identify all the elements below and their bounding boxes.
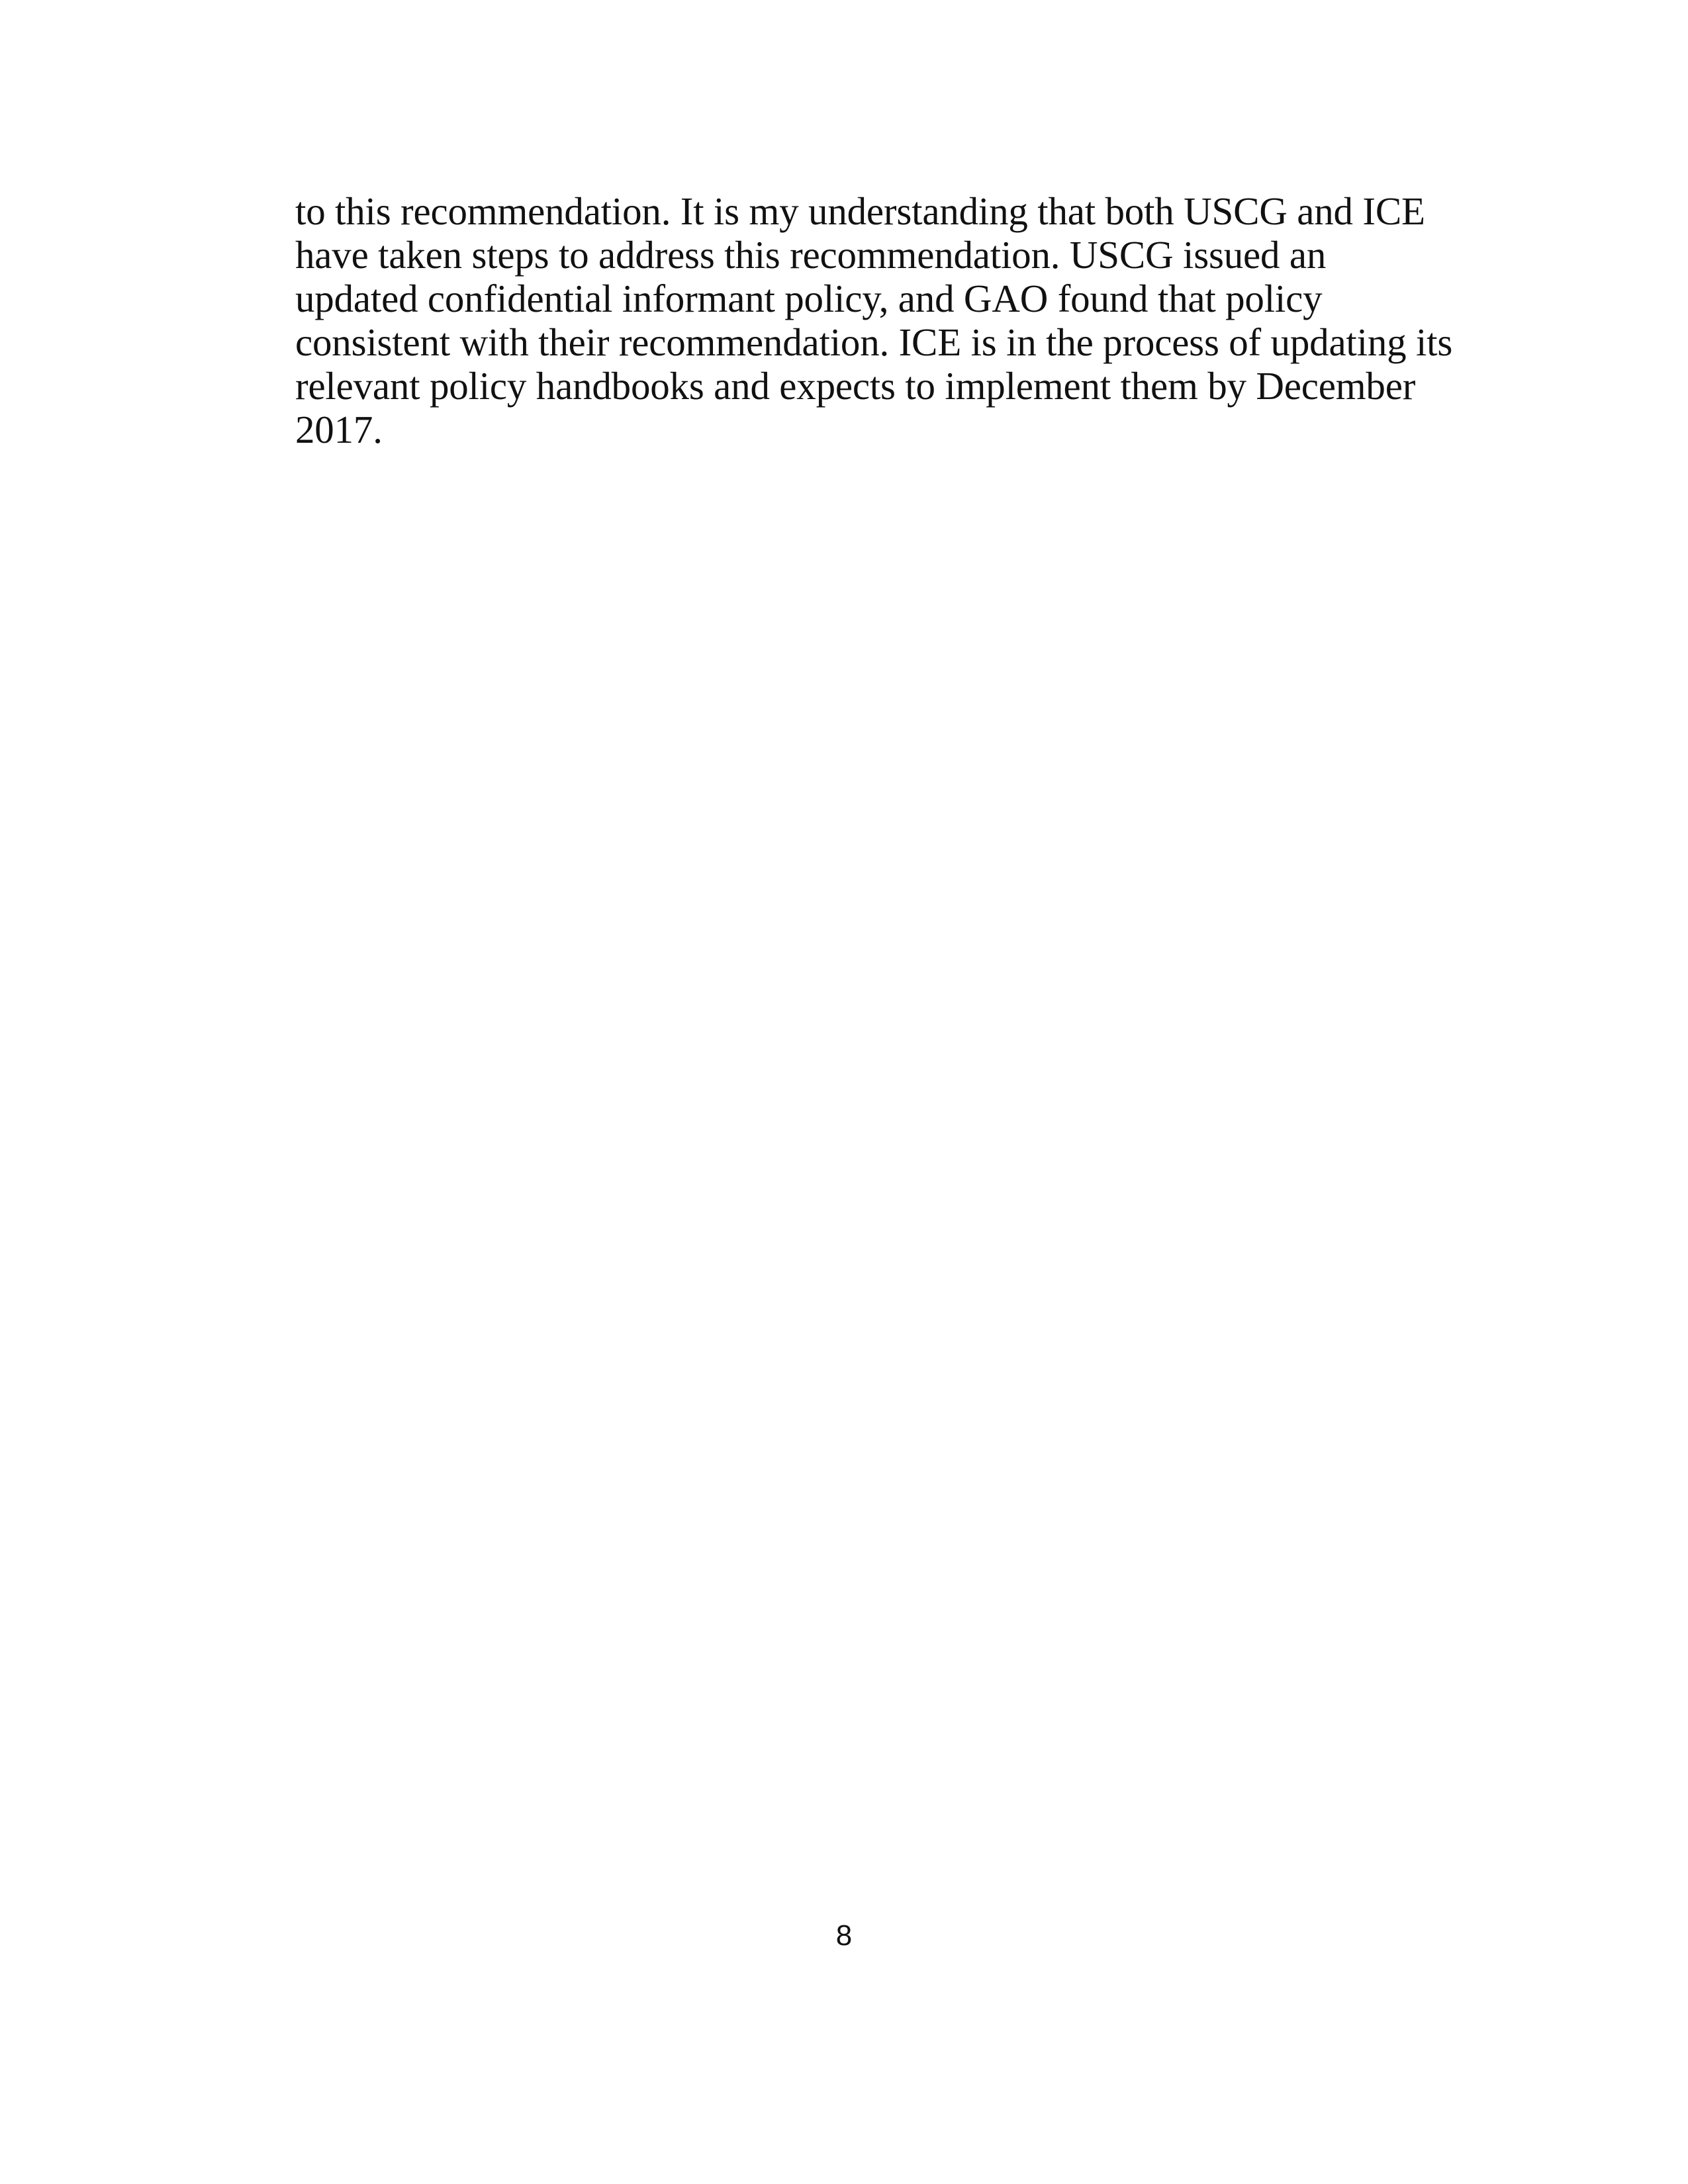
paragraph-line: to this recommendation. It is my understanding that both USCG and ICE [295,189,1425,233]
paragraph-line: have taken steps to address this recommendation. USCG issued an [295,233,1327,277]
paragraph-line: consistent with their recommendation. ICE is in the process of updating its [295,320,1453,364]
body-paragraph [295,189,1487,451]
paragraph-line: updated confidential informant policy, and GAO found that policy [295,277,1323,320]
paragraph-line: relevant policy handbooks and expects to implement them by December [295,364,1416,408]
paragraph-line: 2017. [295,408,383,451]
page-number: 8 [835,1919,853,1952]
